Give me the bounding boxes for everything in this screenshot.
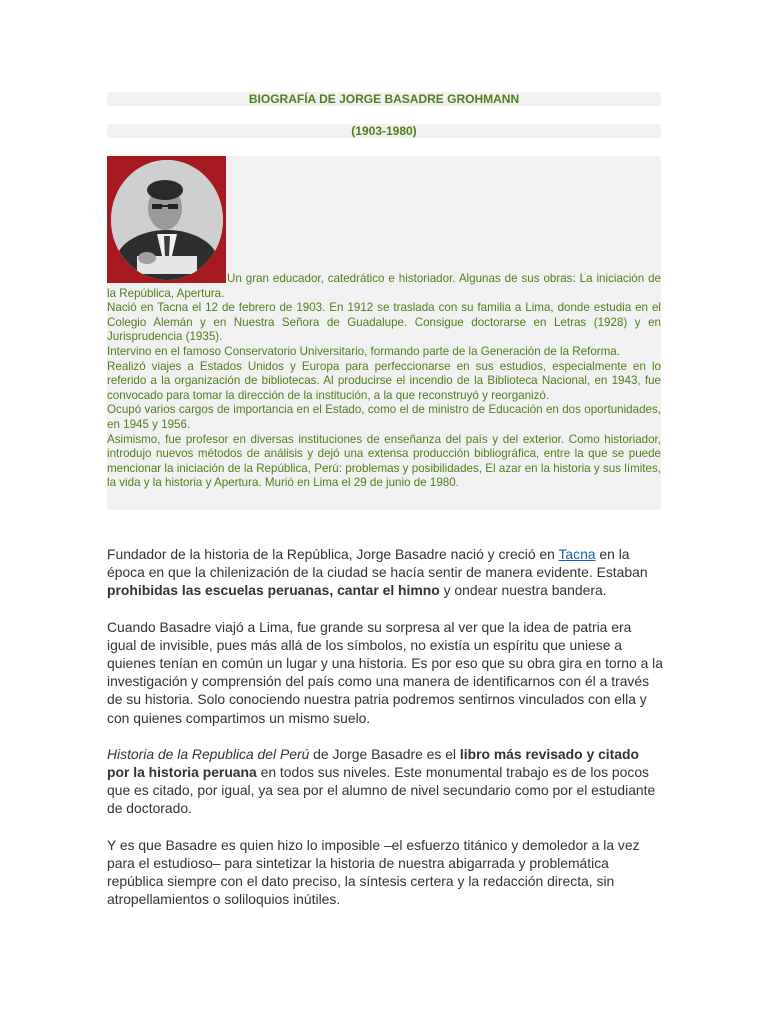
tacna-link[interactable]: Tacna <box>558 546 596 562</box>
article-paragraph-4: Y es que Basadre es quien hizo lo imposible –el esfuerzo titánico y demoledor a la vez para el estudioso– para sintetizar la historia de nuestra abigarrada y problemática república siempre con el dato preciso, la síntesis certera y la redacción directa, sin atropellamientos o soliloquios inútiles. <box>107 836 640 908</box>
bio-paragraph-1: Un gran educador, catedrático e historiador. Algunas de sus obras: La iniciación de la República, Apertura. <box>107 272 661 300</box>
bio-paragraph-3: Intervino en el famoso Conservatorio Universitario, formando parte de la Generación de la Reforma. <box>107 344 620 358</box>
article-body <box>107 545 663 926</box>
text-span: Fundador de la historia de la República, Jorge Basadre nació y creció en <box>107 546 559 562</box>
bio-paragraph-4: Realizó viajes a Estados Unidos y Europa para perfeccionarse en sus estudios, especialmente en lo referido a la organización de bibliotecas. Al producirse el incendio de la Biblioteca Nacional, en 1943, fue convocado para tomar la dirección de la institución, a la que reconstruyó y reorganizó. <box>107 359 661 402</box>
bold-text: prohibidas las escuelas peruanas, cantar el himno <box>107 582 440 599</box>
text-span: en todos sus niveles. Este monumental trabajo es de los pocos que es citado, por igual, ya sea por el alumno de nivel secundario como por el estudiante de doctorado. <box>107 764 656 817</box>
article-paragraph-1 <box>107 545 663 600</box>
life-years: (1903-1980) <box>107 124 661 138</box>
bold-text: libro más revisado y citado por la historia peruana <box>107 745 639 781</box>
text-span: y ondear nuestra bandera. <box>439 582 607 599</box>
article-paragraph-3 <box>107 745 663 818</box>
bio-paragraph-6: Asimismo, fue profesor en diversas instituciones de enseñanza del país y del exterior. Como historiador, introdujo nuevos métodos de análisis y dejó una extensa producción bibliográfica, entre la que se puede mencionar la iniciación de la República, Perú: problemas y posibilidades, El azar en la historia y sus límites, la vida y la historia y Apertura. Murió en Lima el 29 de junio de 1980. <box>107 432 661 490</box>
article-paragraph-2: Cuando Basadre viajó a Lima, fue grande su sorpresa al ver que la idea de patria era igual de invisible, pues más allá de los símbolos, no existía un espíritu que uniese a quienes tenían en común un lugar y una historia. Es por eso que su obra gira en torno a la investigación y comprensión del país como una manera de identificarnos con él a través de su historia. Solo conociendo nuestra patria podremos sentirnos vinculados con ella y con quienes compartimos un mismo suelo. <box>107 618 663 726</box>
text-span: en la época en que la chilenización de la ciudad se hacía sentir de manera evidente. Estaban <box>107 546 648 581</box>
portrait-image <box>107 156 226 283</box>
bio-paragraph-2: Nació en Tacna el 12 de febrero de 1903. En 1912 se traslada con su familia a Lima, donde estudia en el Colegio Alemán y en Nuestra Señora de Guadalupe. Consigue doctorarse en Letras (1928) y en Jurisprudencia (1935). <box>107 301 661 344</box>
portrait-photo <box>107 156 226 283</box>
biography-text <box>107 272 661 491</box>
text-span: de Jorge Basadre es el <box>309 745 460 762</box>
bio-paragraph-5: Ocupó varios cargos de importancia en el Estado, como el de ministro de Educación en dos oportunidades, en 1945 y 1956. <box>107 403 661 431</box>
book-title: Historia de la Republica del Perú <box>107 745 310 762</box>
page-title: BIOGRAFÍA DE JORGE BASADRE GROHMANN <box>107 92 661 106</box>
